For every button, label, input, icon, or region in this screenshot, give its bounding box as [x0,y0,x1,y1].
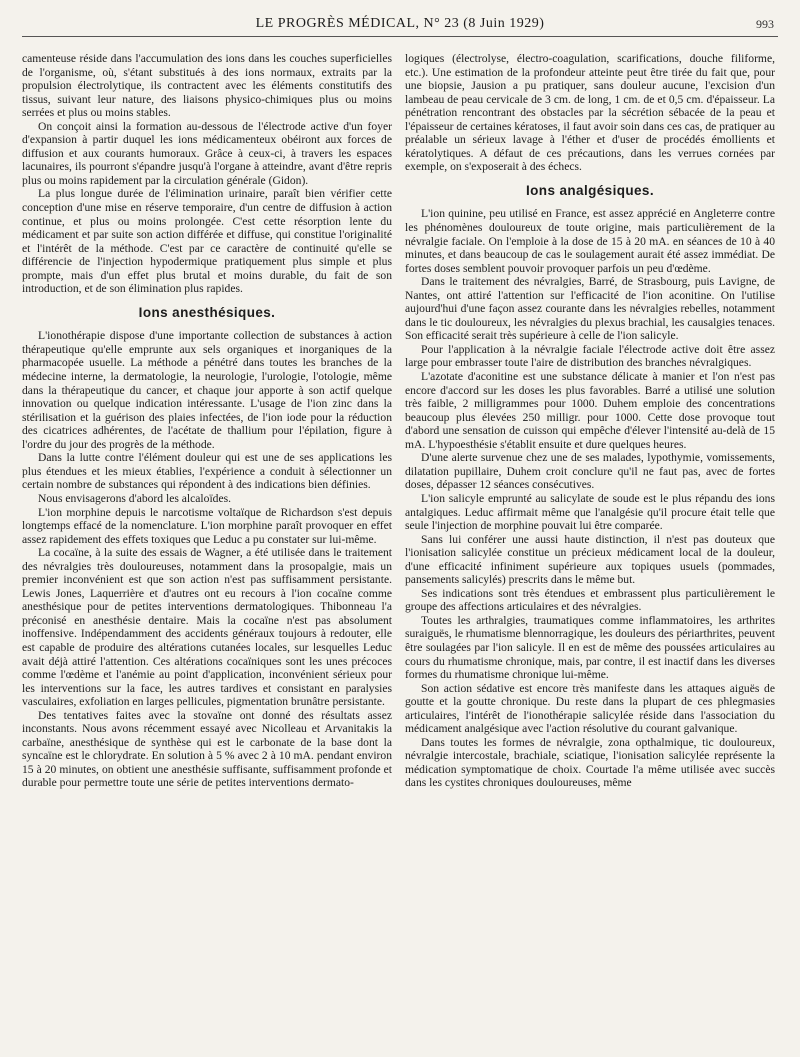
paragraph: La plus longue durée de l'élimination urinaire, paraît bien vérifier cette conception d'une mise en réserve temporaire, d'un centre de diffusion à action continue, et plus ou moins prolongée. C'est cette résorption lente du médicament et par suite son action différée et diffuse, qui constitue l'originalité et l'intérêt de la méthode. C'est par ce caractère de continuité qu'elle se différencie de l'injection hypodermique pratiquement plus simple et plus prompte, mais d'un effet plus brutal et moins durable, du fait de son introduction, et de son élimination plus rapides. [22,187,392,296]
paragraph: Des tentatives faites avec la stovaïne ont donné des résultats assez inconstants. Nous avons récemment essayé avec Nicolleau et Arvanitakis la carbaïne, anesthésique de synthèse qui est le carbonate de la base dont la syncaïne est le chlorydrate. En solution à 5 % avec 2 à 10 mA. pendant environ 15 à 20 minutes, on obtient une anesthésie suffisante, suffisamment profonde et durable pour permettre toute une série de petites interventions dermato- [22,708,392,790]
paragraph: logiques (électrolyse, électro-coagulation, scarifications, douche filiforme, etc.). Une estimation de la profondeur atteinte peut être tirée du fait que, pour une biopsie, Jausion a pu pratiquer, sans douleur aucune, l'excision d'un lambeau de peau cervicale de 3 cm. de long, 1 cm. de et 0,5 cm. d'épaisseur. La pénétration rencontrant des obstacles par la sécrétion sébacée de la peau et l'épaisseur de certaines kératoses, il faut avoir soin dans ces cas, de pratiquer au préalable un sérieux lavage à l'éther et d'user de procédés émollients et kératolytiques. A défaut de ces précautions, dans les verrues cornées par exemple, on s'exposerait à des échecs. [405,52,775,174]
page-number: 993 [756,17,774,31]
journal-title: LE PROGRÈS MÉDICAL, N° 23 (8 Juin 1929) [255,16,545,31]
paragraph: L'ion morphine depuis le narcotisme voltaïque de Richardson s'est depuis longtemps effacé de la nomenclature. L'ion morphine paraît provoquer en effet assez rapidement des effets toxiques que Leduc a pu constater sur lui-même. [22,505,392,546]
paragraph: L'ion quinine, peu utilisé en France, est assez apprécié en Angleterre contre les phénomènes douloureux de toute origine, mais particulièrement de la névralgie faciale. On l'emploie à la dose de 15 à 20 mA. en séances de 10 à 40 minutes, et dans beaucoup de cas le soulagement aurait été assez immédiat. De fortes doses semblent pouvoir provoquer parfois un peu d'œdème. [405,207,775,275]
paragraph: L'azotate d'aconitine est une substance délicate à manier et l'on n'est pas encore d'accord sur les doses les plus favorables. Barré a utilisé une solution très faible, 2 milligrammes pour 1000. Duhem emploie des concentrations beaucoup plus élevées 250 milligr. pour 1000. Cette dose provoque tout d'abord une sensation de cuisson qui empêche d'élever l'intensité au-delà de 15 mA. L'hypoesthésie s'établit ensuite et dure quelques heures. [405,370,775,451]
paragraph: Pour l'application à la névralgie faciale l'électrode active doit être assez large pour embrasser toute l'aire de distribution des branches névralgiques. [405,342,775,370]
paragraph: Dans toutes les formes de névralgie, zona opthalmique, tic douloureux, névralgie intercostale, brachiale, sciatique, l'ionisation salicylée représente la médication symptomatique de choix. Courtade l'a même utilisée avec succès dans les cystites chroniques douloureuses, même [405,735,775,790]
paragraph: Nous envisagerons d'abord les alcaloïdes. [38,491,232,505]
paragraph: On conçoit ainsi la formation au-dessous de l'électrode active d'un foyer d'expansion à partir duquel les ions médicamenteux obéiront aux forces de diffusion et aux courants humoraux. Grâce à ceux-ci, à travers les espaces lacunaires, ils pourront s'épandre jusqu'à l'organe à atteindre, avant d'être repris plus ou moins rapidement par la circulation générale (Gidon). [22,119,392,187]
paragraph: Ses indications sont très étendues et embrassent plus particulièrement le groupe des affections articulaires et des névralgies. [405,586,775,614]
paragraph: Son action sédative est encore très manifeste dans les attaques aiguës de goutte et la goutte chronique. Du reste dans la plupart de ces phlegmasies articulaires, l'intérêt de l'ionothérapie salicylée réside dans l'association du médicament analgésique avec l'action résolutive du courant galvanique. [405,681,775,736]
right-column [405,52,775,1042]
running-header [22,14,778,37]
section-heading-analgesiques: Ions analgésiques. [526,182,654,198]
paragraph: Toutes les arthralgies, traumatiques comme inflammatoires, les arthrites suraiguës, le rhumatisme blennorragique, les douleurs des périarthrites, peuvent être soulagées par l'ion salicyle. Il en est de même des poussées articulaires au cours du rhumatisme chronique, mais, par contre, il est inactif dans les diverses formes du rhumatisme chronique lui-même. [405,613,775,682]
paragraph: La cocaïne, à la suite des essais de Wagner, a été utilisée dans le traitement des névralgies très douloureuses, notamment dans la prosopalgie, mais un premier inconvénient est que son action n'est pas suffisamment persistante. Lewis Jones, Laquerrière et d'autres ont eu recours à l'ion cocaïne comme anesthésique pour de petites interventions dermatologiques. Thibonneau l'a préconisé en anesthésie dentaire. Mais la cocaïne n'est pas absolument inoffensive. Indépendamment des accidents généraux toujours à redouter, elle est capable de produire des altérations cutanées locales, sur lesquelles Leduc avait déjà attiré l'attention. Ces altérations cocaïniques sont les unes précoces comme l'œdème et l'anémie au point d'application, inconvénient sérieux pour les interventions sur la face, les autres tardives et consistant en paralysies vasculaires, exfoliation en larges pellicules, pigmentation brunâtre persistante. [22,546,392,709]
paragraph: Dans le traitement des névralgies, Barré, de Strasbourg, puis Lavigne, de Nantes, ont attiré l'attention sur l'efficacité de l'ion aconitine. On l'utilise aujourd'hui d'une façon assez courante dans les névralgies rebelles, notamment dans le tic douloureux, les névralgies du plexus brachial, les causalgies tenaces. Son efficacité serait très supérieure à celle de l'ion salicyle. [405,275,775,343]
section-heading-anesthesiques: Ions anesthésiques. [138,304,276,320]
paragraph: Sans lui conférer une aussi haute distinction, il n'est pas douteux que l'ionisation salicylée constitue un précieux médicament local de la douleur, d'une efficacité infiniment supérieure aux topiques usuels (pommades, pansements salicylés) prescrits dans le même but. [405,532,775,587]
paragraph: D'une alerte survenue chez une de ses malades, lypothymie, vomissements, dilatation pupillaire, Duhem croit conclure qu'il ne faut pas, avec de fortes doses, dépasser 12 séances consécutives. [405,451,775,492]
paragraph: Dans la lutte contre l'élément douleur qui est une de ses applications les plus étendues et les mieux établies, l'expérience a conduit à sélectionner un certain nombre de substances qui répondent à des indications bien définies. [22,451,392,492]
left-column [22,52,392,1042]
paragraph: L'ion salicyle emprunté au salicylate de soude est le plus répandu des ions antalgiques. Leduc affirmait même que l'analgésie qu'il procure était telle que seule l'injection de morphine pouvait lui être comparée. [405,491,775,533]
paragraph: camenteuse réside dans l'accumulation des ions dans les couches superficielles de l'organisme, où, s'étant substitués à des ions normaux, extraits par la propulsion électrolytique, ils contractent avec les éléments constitutifs des tissus, suivant leur nature, des liaisons physico-chimiques plus ou moins serrées et plus ou moins stables. [22,52,392,120]
paragraph: L'ionothérapie dispose d'une importante collection de substances à action thérapeutique qu'elle emprunte aux sels organiques et inorganiques de la pharmacopée usuelle. La méthode a pénétré dans toutes les branches de la médecine interne, la dermatologie, la neurologie, l'urologie, l'otologie, même dans la thérapeutique du cancer, et chaque jour apporte à son actif quelque innovation ou quelque indication intéressante. L'usage de l'ion zinc dans la stérilisation et la guérison des plaies infectées, de l'ion iode pour la réduction des cicatrices adhérentes, de l'acétate de thallium pour l'épilation, figure à l'ordre du jour des progrès de la méthode. [22,329,392,451]
